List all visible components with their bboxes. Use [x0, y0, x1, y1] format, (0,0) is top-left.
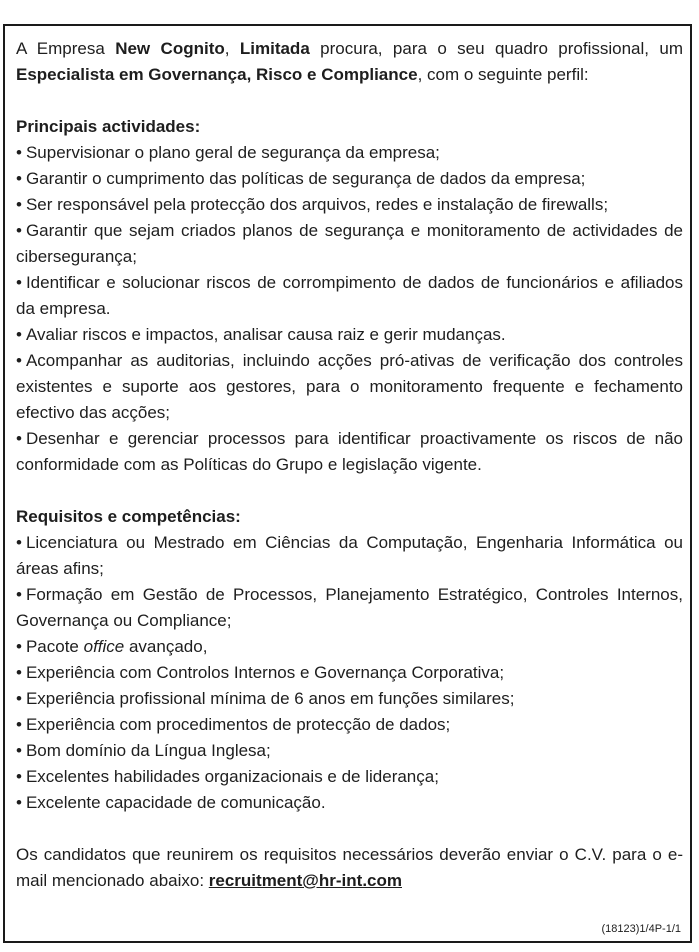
list-item: • Garantir que sejam criados planos de segurança e monitoramento de actividades de cibersegurança; — [16, 221, 683, 266]
bullet-icon: • — [16, 533, 22, 552]
list-item: • Licenciatura ou Mestrado em Ciências da Computação, Engenharia Informática ou áreas afins; — [16, 533, 683, 578]
activities-list — [16, 140, 683, 478]
job-ad-frame — [3, 24, 692, 943]
recruitment-email-link[interactable]: recruitment@hr-int.com — [208, 871, 402, 890]
list-item: • Supervisionar o plano geral de segurança da empresa; — [16, 143, 440, 162]
list-item: • Garantir o cumprimento das políticas de segurança de dados da empresa; — [16, 169, 586, 188]
bullet-icon: • — [16, 689, 22, 708]
requirements-section — [16, 504, 683, 816]
list-item: • Excelentes habilidades organizacionais e de liderança; — [16, 767, 439, 786]
list-item: • Ser responsável pela protecção dos arquivos, redes e instalação de firewalls; — [16, 195, 609, 214]
list-item: • Pacote office avançado, — [16, 637, 208, 656]
bullet-icon: • — [16, 585, 22, 604]
list-item: • Excelente capacidade de comunicação. — [16, 793, 326, 812]
bullet-icon: • — [16, 143, 22, 162]
bullet-icon: • — [16, 741, 22, 760]
intro-paragraph: A Empresa New Cognito, Limitada procura, para o seu quadro profissional, um Especialista em Governança, Risco e Compliance, com o seguinte perfil: — [16, 39, 683, 84]
requirements-heading: Requisitos e competências: — [16, 507, 241, 526]
bullet-icon: • — [16, 169, 22, 188]
activities-section — [16, 114, 683, 478]
bullet-icon: • — [16, 663, 22, 682]
job-ad-content — [16, 36, 683, 894]
company-type: Limitada — [239, 39, 310, 58]
bullet-icon: • — [16, 767, 22, 786]
bullet-icon: • — [16, 429, 22, 448]
list-item: • Avaliar riscos e impactos, analisar causa raiz e gerir mudanças. — [16, 325, 506, 344]
activities-heading: Principais actividades: — [16, 117, 201, 136]
closing-paragraph: Os candidatos que reunirem os requisitos necessários deverão enviar o C.V. para o e-mail mencionado abaixo: recruitment@hr-int.com — [16, 845, 683, 890]
list-item: • Acompanhar as auditorias, incluindo acções pró-ativas de verificação dos controles existentes e suporte aos gestores, para o monitoramento frequente e fechamento efectivo das acções; — [16, 351, 683, 422]
bullet-icon: • — [16, 351, 22, 370]
requirements-list — [16, 530, 683, 816]
list-item: • Experiência com Controlos Internos e Governança Corporativa; — [16, 663, 505, 682]
list-item: • Bom domínio da Língua Inglesa; — [16, 741, 271, 760]
company-name: New Cognito — [115, 39, 225, 58]
bullet-icon: • — [16, 221, 22, 240]
role-title: Especialista em Governança, Risco e Compliance — [16, 65, 418, 84]
bullet-icon: • — [16, 325, 22, 344]
bullet-icon: • — [16, 273, 22, 292]
bullet-icon: • — [16, 793, 22, 812]
list-item: • Desenhar e gerenciar processos para identificar proactivamente os riscos de não conformidade com as Políticas do Grupo e legislação vigente. — [16, 429, 683, 474]
bullet-icon: • — [16, 637, 22, 656]
list-item: • Experiência profissional mínima de 6 anos em funções similares; — [16, 689, 515, 708]
list-item: • Experiência com procedimentos de protecção de dados; — [16, 715, 451, 734]
bullet-icon: • — [16, 715, 22, 734]
list-item: • Identificar e solucionar riscos de corrompimento de dados de funcionários e afiliados da empresa. — [16, 273, 683, 318]
bullet-icon: • — [16, 195, 22, 214]
reference-code: (18123)1/4P-1/1 — [601, 923, 681, 935]
list-item: • Formação em Gestão de Processos, Planejamento Estratégico, Controles Internos, Governança ou Compliance; — [16, 585, 683, 630]
